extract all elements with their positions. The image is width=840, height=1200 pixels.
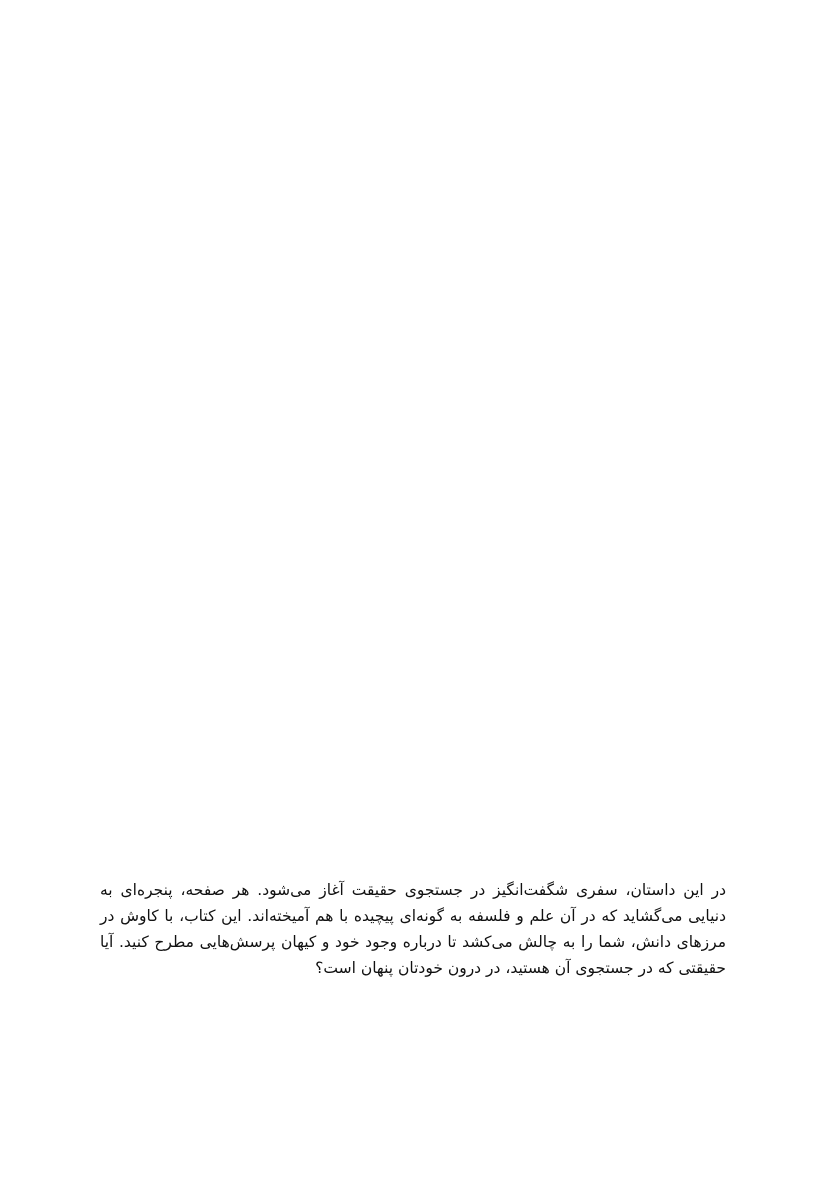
- back-cover-blurb: در این داستان، سفری شگفت‌انگیز در جستجوی حقیقت آغاز می‌شود. هر صفحه، پنجره‌ای به دنیایی می‌گشاید که در آن علم و فلسفه به گونه‌ای پیچیده با هم آمیخته‌اند. این کتاب، با کاوش در مرزهای دانش، شما را به چالش می‌کشد تا درباره وجود خود و کیهان پرسش‌هایی مطرح کنید. آیا حقیقتی که در جستجوی آن هستید، در درون خودتان پنهان است؟: [100, 881, 726, 977]
